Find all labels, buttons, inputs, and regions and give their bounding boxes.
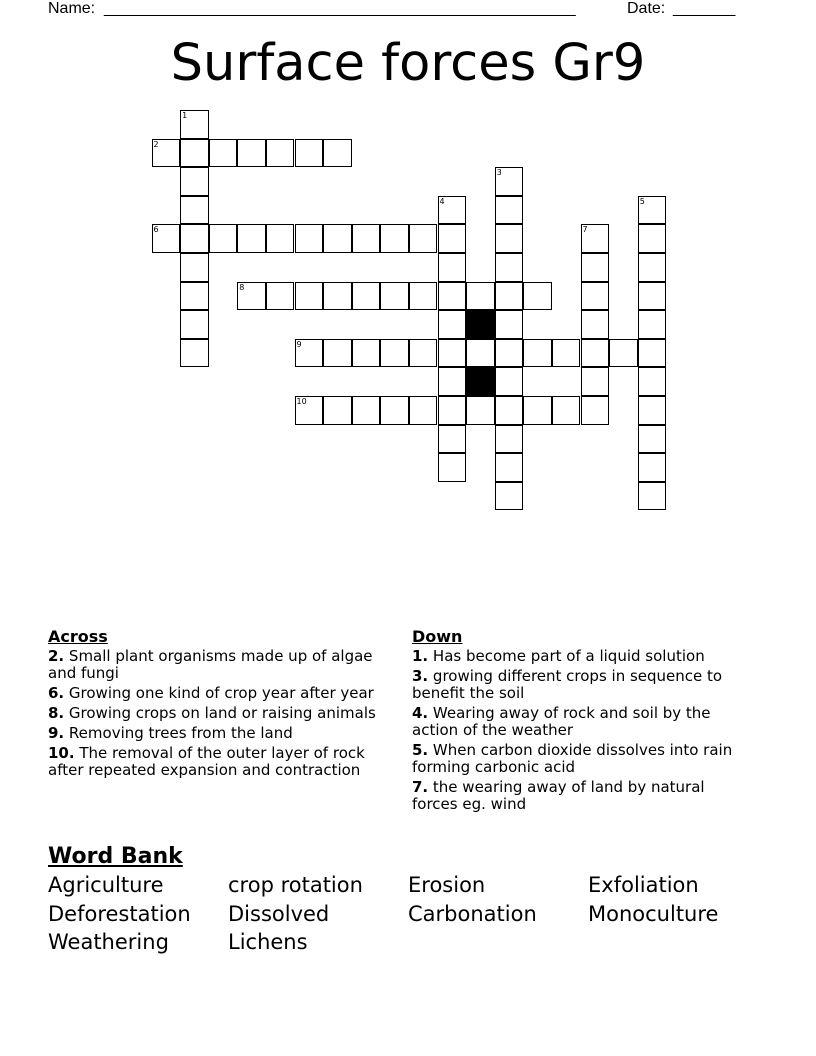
grid-cell[interactable] [180, 339, 209, 368]
grid-cell[interactable] [638, 453, 667, 482]
grid-cell[interactable] [266, 224, 295, 253]
word-bank-word: Lichens [228, 930, 308, 954]
clue-number: 10. [48, 744, 75, 762]
grid-cell[interactable] [180, 167, 209, 196]
cell-number: 8 [239, 282, 245, 292]
grid-cell[interactable] [237, 139, 266, 168]
grid-cell[interactable] [495, 482, 524, 511]
grid-cell[interactable] [380, 282, 409, 311]
down-clue [412, 705, 747, 739]
date-label: Date: [627, 0, 666, 17]
grid-cell[interactable] [638, 253, 667, 282]
grid-cell[interactable] [152, 139, 181, 168]
clue-number: 4. [412, 704, 429, 722]
grid-cell[interactable] [409, 396, 438, 425]
clue-text: growing different crops in sequence to benefit the soil [412, 667, 723, 702]
grid-cell[interactable] [438, 253, 467, 282]
grid-cell[interactable] [352, 282, 381, 311]
grid-cell[interactable] [638, 482, 667, 511]
clue-text: The removal of the outer layer of rock after repeated expansion and contraction [48, 744, 365, 779]
clue-number: 6. [48, 684, 65, 702]
grid-cell[interactable] [409, 224, 438, 253]
grid-cell[interactable] [495, 339, 524, 368]
grid-cell[interactable] [180, 110, 209, 139]
clue-number: 1. [412, 647, 429, 665]
grid-cell[interactable] [438, 224, 467, 253]
clue-number: 3. [412, 667, 429, 685]
grid-cell[interactable] [438, 453, 467, 482]
grid-cell[interactable] [237, 282, 266, 311]
grid-cell[interactable] [581, 282, 610, 311]
cell-number: 9 [296, 339, 302, 349]
across-heading: Across [48, 627, 108, 646]
grid-cell[interactable] [438, 367, 467, 396]
word-bank-word: Agriculture [48, 873, 164, 897]
grid-cell[interactable] [638, 196, 667, 225]
cell-number: 10 [296, 397, 307, 406]
grid-cell[interactable] [495, 367, 524, 396]
grid-cell[interactable] [295, 224, 324, 253]
grid-cell[interactable] [380, 339, 409, 368]
black-square [466, 310, 495, 339]
word-bank-word: Dissolved [228, 902, 330, 926]
grid-cell[interactable] [380, 396, 409, 425]
grid-cell[interactable] [323, 224, 352, 253]
grid-cell[interactable] [495, 396, 524, 425]
word-bank-word: Carbonation [408, 902, 537, 926]
grid-cell[interactable] [638, 310, 667, 339]
grid-cell[interactable] [638, 367, 667, 396]
grid-cell[interactable] [209, 139, 238, 168]
grid-cell[interactable] [438, 425, 467, 454]
grid-cell[interactable] [638, 282, 667, 311]
cell-number: 2 [153, 139, 159, 149]
down-clues [412, 628, 747, 816]
grid-cell[interactable] [180, 139, 209, 168]
word-bank-word: Erosion [408, 873, 486, 897]
grid-cell[interactable] [581, 310, 610, 339]
grid-cell[interactable] [409, 282, 438, 311]
grid-cell[interactable] [180, 253, 209, 282]
grid-cell[interactable] [295, 339, 324, 368]
across-clue [48, 745, 383, 779]
grid-cell[interactable] [638, 396, 667, 425]
cell-number: 4 [439, 196, 445, 206]
clue-text: Small plant organisms made up of algae and fungi [48, 647, 373, 682]
clue-text: the wearing away of land by natural forces eg. wind [412, 778, 705, 813]
grid-cell[interactable] [266, 282, 295, 311]
word-bank-word: Deforestation [48, 902, 191, 926]
clue-number: 2. [48, 647, 65, 665]
grid-cell[interactable] [495, 196, 524, 225]
across-clue [48, 685, 383, 702]
grid-cell[interactable] [295, 282, 324, 311]
grid-cell[interactable] [609, 339, 638, 368]
grid-cell[interactable] [638, 339, 667, 368]
grid-cell[interactable] [323, 282, 352, 311]
grid-cell[interactable] [523, 282, 552, 311]
grid-cell[interactable] [581, 253, 610, 282]
grid-cell[interactable] [409, 339, 438, 368]
grid-cell[interactable] [523, 396, 552, 425]
grid-cell[interactable] [466, 339, 495, 368]
clue-number: 8. [48, 704, 65, 722]
grid-cell[interactable] [266, 139, 295, 168]
grid-cell[interactable] [438, 282, 467, 311]
down-clue [412, 779, 747, 813]
grid-cell[interactable] [180, 224, 209, 253]
grid-cell[interactable] [295, 396, 324, 425]
grid-cell[interactable] [237, 224, 266, 253]
cell-number: 3 [496, 168, 502, 178]
grid-cell[interactable] [180, 196, 209, 225]
grid-cell[interactable] [495, 224, 524, 253]
grid-cell[interactable] [495, 167, 524, 196]
grid-cell[interactable] [495, 310, 524, 339]
grid-cell[interactable] [323, 396, 352, 425]
grid-cell[interactable] [352, 396, 381, 425]
grid-cell[interactable] [495, 253, 524, 282]
grid-cell[interactable] [552, 339, 581, 368]
clue-text: When carbon dioxide dissolves into rain forming carbonic acid [412, 741, 733, 776]
grid-cell[interactable] [352, 339, 381, 368]
grid-cell[interactable] [581, 396, 610, 425]
grid-cell[interactable] [323, 139, 352, 168]
clue-number: 9. [48, 724, 65, 742]
grid-cell[interactable] [380, 224, 409, 253]
grid-cell[interactable] [581, 339, 610, 368]
down-heading: Down [412, 627, 463, 646]
clue-text: Growing crops on land or raising animals [68, 704, 376, 722]
grid-cell[interactable] [581, 224, 610, 253]
grid-cell[interactable] [438, 339, 467, 368]
across-clue [48, 648, 383, 682]
name-field[interactable]: _____________________________________________________ [104, 0, 576, 17]
grid-cell[interactable] [495, 425, 524, 454]
across-clues [48, 628, 383, 782]
grid-cell[interactable] [295, 139, 324, 168]
grid-cell[interactable] [495, 282, 524, 311]
grid-cell[interactable] [323, 339, 352, 368]
grid-cell[interactable] [466, 282, 495, 311]
across-clue [48, 705, 383, 722]
cell-number: 6 [153, 225, 159, 235]
clue-text: Growing one kind of crop year after year [68, 684, 374, 702]
grid-cell[interactable] [581, 367, 610, 396]
clue-text: Removing trees from the land [68, 724, 293, 742]
grid-cell[interactable] [152, 224, 181, 253]
word-bank-word: Monoculture [588, 902, 719, 926]
down-clue [412, 668, 747, 702]
grid-cell[interactable] [180, 310, 209, 339]
word-bank [48, 843, 768, 954]
cell-number: 7 [582, 225, 588, 235]
grid-cell[interactable] [352, 224, 381, 253]
grid-cell[interactable] [438, 310, 467, 339]
clue-text: Wearing away of rock and soil by the action of the weather [412, 704, 711, 739]
clue-number: 5. [412, 741, 429, 759]
grid-cell[interactable] [180, 282, 209, 311]
page-title: Surface forces Gr9 [170, 34, 646, 93]
word-bank-word: Exfoliation [588, 873, 699, 897]
down-clue [412, 742, 747, 776]
grid-cell[interactable] [638, 425, 667, 454]
grid-cell[interactable] [495, 453, 524, 482]
grid-cell[interactable] [552, 396, 581, 425]
grid-cell[interactable] [438, 396, 467, 425]
grid-cell[interactable] [466, 396, 495, 425]
grid-cell[interactable] [438, 196, 467, 225]
black-square [466, 367, 495, 396]
across-clue [48, 725, 383, 742]
clue-number: 7. [412, 778, 429, 796]
grid-cell[interactable] [523, 339, 552, 368]
grid-cell[interactable] [209, 224, 238, 253]
grid-cell[interactable] [638, 224, 667, 253]
clue-text: Has become part of a liquid solution [432, 647, 705, 665]
word-bank-word: Weathering [48, 930, 169, 954]
down-clue [412, 648, 747, 665]
name-label: Name: [48, 0, 96, 17]
word-bank-title: Word Bank [48, 844, 183, 869]
date-field[interactable]: _______ [673, 0, 736, 17]
cell-number: 1 [182, 111, 188, 120]
word-bank-word: crop rotation [228, 873, 363, 897]
cell-number: 5 [639, 196, 645, 206]
